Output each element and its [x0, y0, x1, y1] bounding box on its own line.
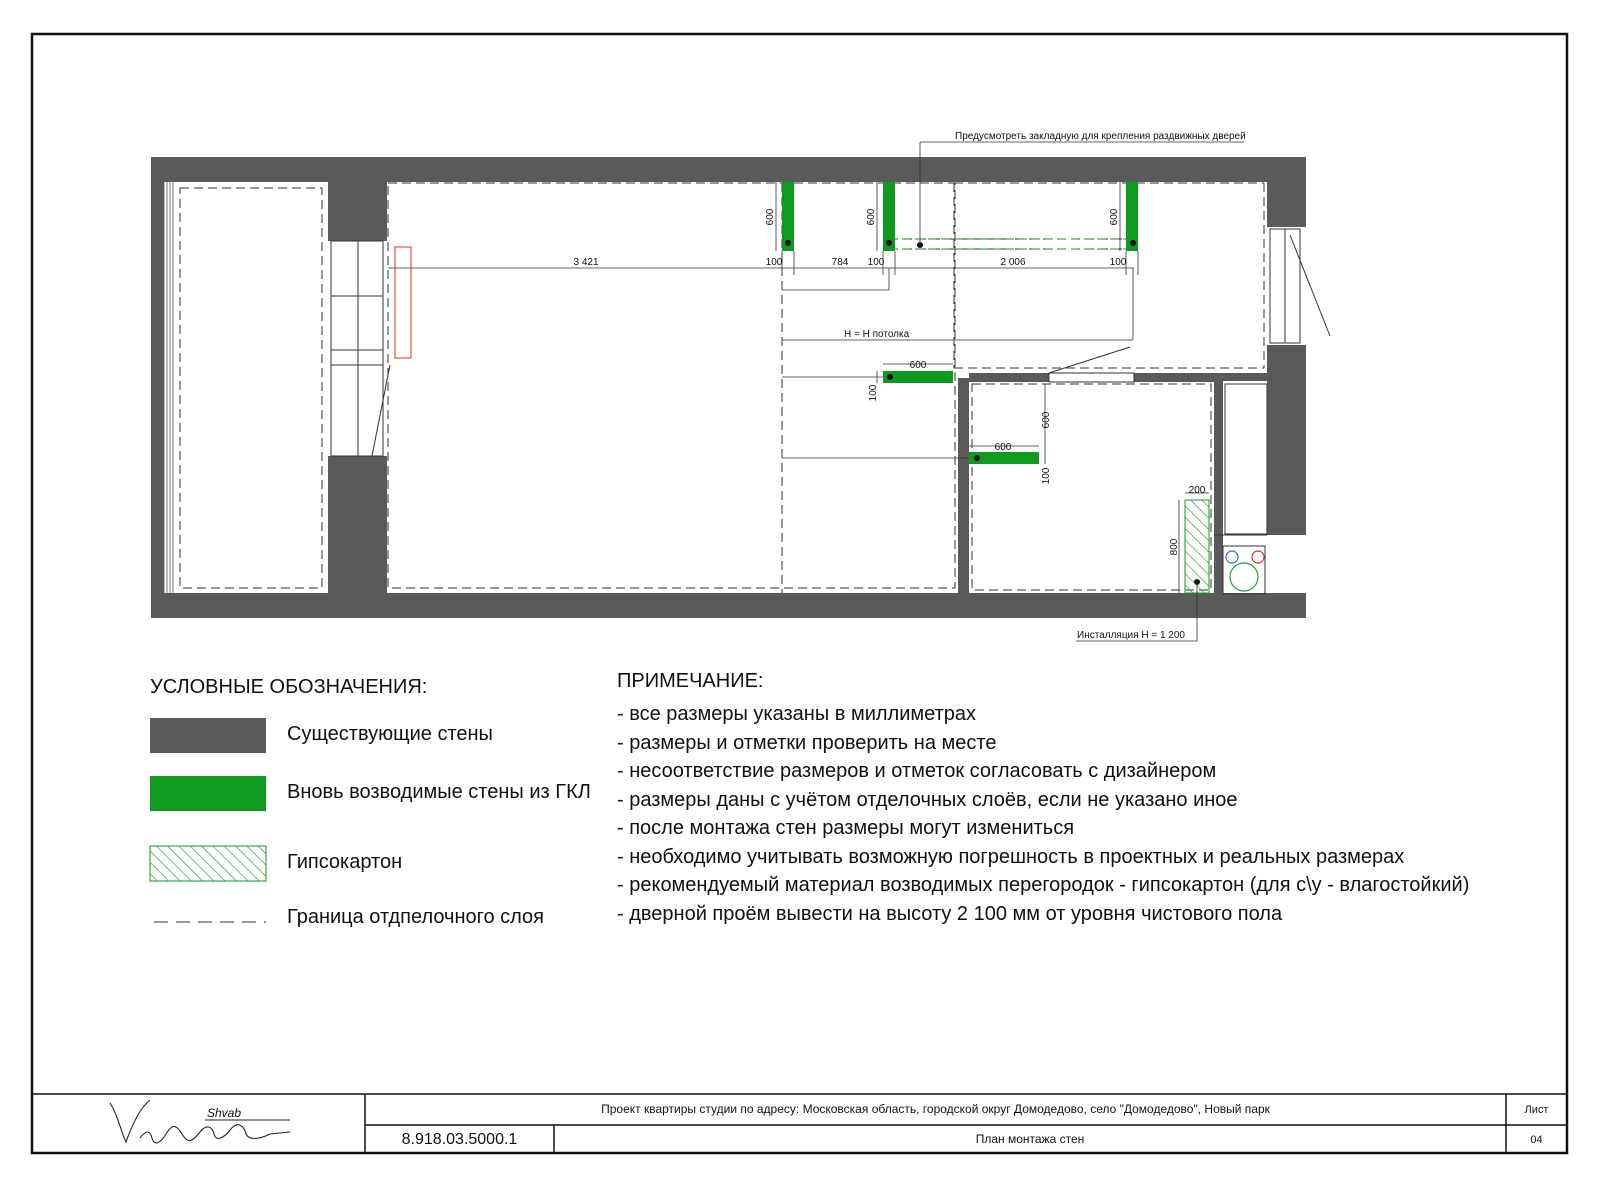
blue-marker-icon	[1226, 551, 1238, 563]
dim-600b-vert: 600	[866, 208, 877, 226]
red-marker-icon	[1252, 551, 1264, 563]
dim-784: 784	[831, 257, 849, 268]
entrance-door	[1049, 347, 1134, 382]
note-item: - все размеры указаны в миллиметрах	[617, 703, 977, 725]
dim-200: 200	[1188, 485, 1206, 496]
right-window	[1270, 229, 1330, 343]
callout-sliding-doors: Предусмотреть закладную для крепления раздвижных дверей	[955, 131, 1246, 142]
legend-finish-line-label: Граница отдпелочного слоя	[287, 906, 544, 928]
balcony-window	[164, 182, 173, 593]
note-item: - размеры даны с учётом отделочных слоёв, если не указано иное	[617, 788, 1238, 811]
new-wall-swatch	[150, 776, 266, 811]
legend-new-walls-label: Вновь возводимые стены из ГКЛ	[287, 781, 591, 803]
existing-wall-swatch	[150, 718, 266, 753]
dim-600a-vert: 600	[765, 208, 776, 226]
ceiling-note: Н = Н потолка	[844, 329, 910, 340]
note-item: - после монтажа стен размеры могут измениться	[617, 817, 1075, 839]
legend-title: УСЛОВНЫЕ ОБОЗНАЧЕНИЯ:	[150, 676, 428, 698]
note-item: - размеры и отметки проверить на месте	[617, 731, 997, 754]
dim-2006: 2 006	[1000, 257, 1026, 268]
drain-marker-icon	[1230, 563, 1258, 591]
heater-marker	[395, 247, 411, 358]
dim-600c-vert: 600	[1109, 208, 1120, 226]
dim-600-bath-vert: 600	[1041, 411, 1052, 429]
drawing-title: План монтажа стен	[975, 1132, 1085, 1146]
installation-box	[1185, 500, 1209, 593]
finish-layer-green	[889, 239, 1134, 249]
dim-600-mid: 600	[909, 360, 927, 371]
drawing-code: 8.918.03.5000.1	[401, 1131, 518, 1148]
dim-800-vert: 800	[1169, 538, 1180, 556]
logo-shvab: Shvab	[207, 1106, 242, 1120]
dim-100c: 100	[1109, 257, 1127, 268]
note-item: - рекомендуемый материал возводимых перегородок - гипсокартон (для с\у - влагостойкий)	[617, 874, 1470, 896]
dim-100-mid-vert: 100	[868, 384, 879, 402]
dim-100-bath-vert: 100	[1041, 467, 1052, 485]
sheet-label: Лист	[1524, 1104, 1549, 1116]
sheet-number: 04	[1530, 1134, 1543, 1146]
legend-gypsum-label: Гипсокартон	[287, 851, 403, 873]
notes-title: ПРИМЕЧАНИЕ:	[617, 670, 764, 692]
logo	[110, 1100, 290, 1143]
dim-600-bath: 600	[994, 442, 1012, 453]
legend-existing-walls-label: Существующие стены	[287, 723, 493, 745]
note-item: - необходимо учитывать возможную погрешность в проектных и реальных размерах	[617, 845, 1405, 868]
dim-100b: 100	[867, 257, 885, 268]
callout-installation: Инсталляция Н = 1 200	[1077, 630, 1185, 641]
balcony-door	[331, 241, 390, 456]
note-item: - несоответствие размеров и отметок согласовать с дизайнером	[617, 760, 1217, 782]
gypsum-hatch-swatch	[150, 846, 266, 881]
new-wall-anchors	[785, 240, 1200, 585]
dim-100a: 100	[765, 257, 783, 268]
note-item: - дверной проём вывести на высоту 2 100 мм от уровня чистового пола	[617, 902, 1283, 925]
dim-3421: 3 421	[573, 257, 599, 268]
notes-list	[617, 700, 1469, 928]
project-address: Проект квартиры студии по адресу: Московская область, городской округ Домодедово, село "Домодедово", Новый парк	[601, 1102, 1270, 1116]
dimension-lines	[388, 182, 1209, 593]
